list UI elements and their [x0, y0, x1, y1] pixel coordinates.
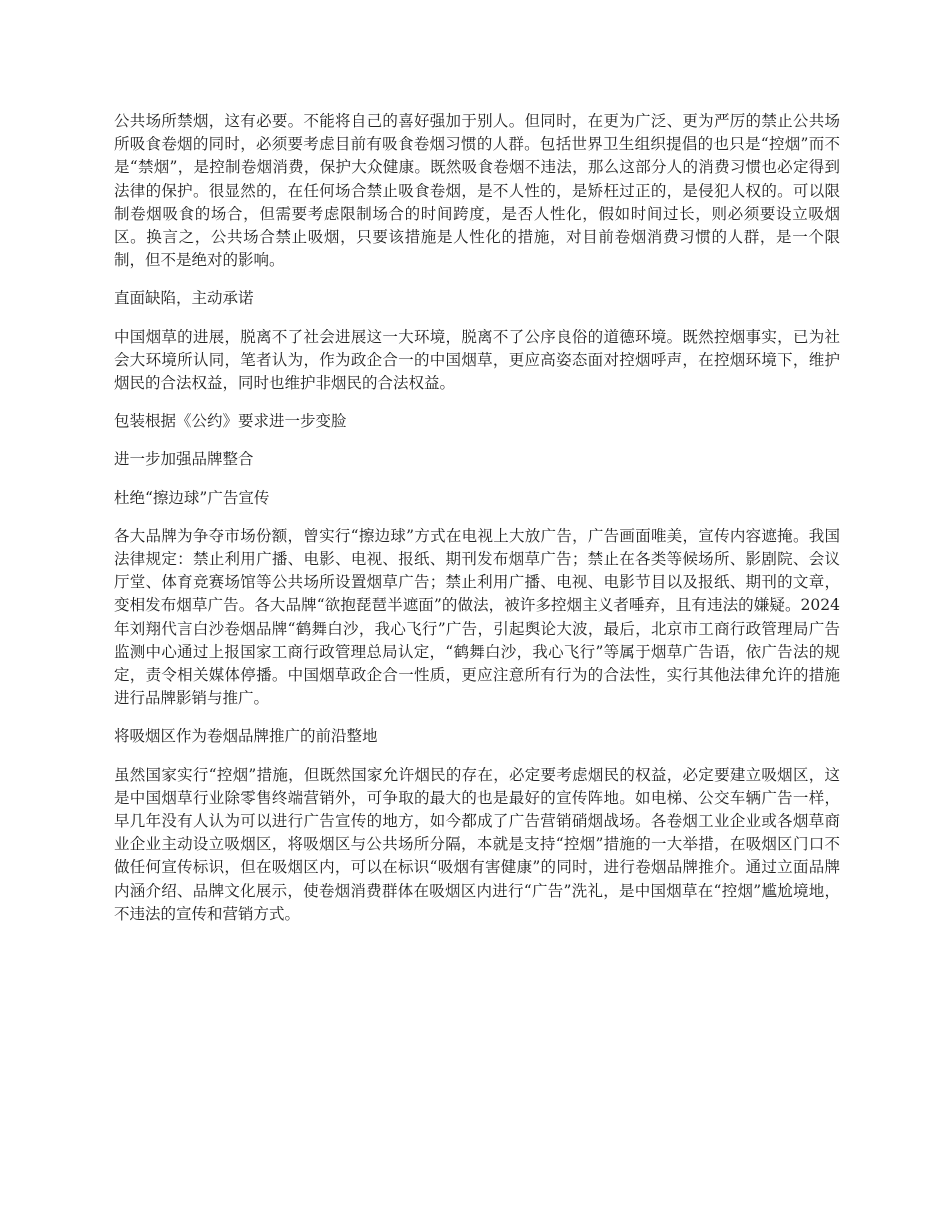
paragraph-smoking-area-promotion: 虽然国家实行“控烟”措施，但既然国家允许烟民的存在，必定要考虑烟民的权益，必定要建立吸烟区，这是中国烟草行业除零售终端营销外，可争取的最大的也是最好的宣传阵地。如电梯、公交车辆广告一样，早几年没有人认为可以进行广告宣传的地方，如今都成了广告营销硝烟战场。各卷烟工业企业或各烟草商业企业主动设立吸烟区，将吸烟区与公共场所分隔，本就是支持“控烟”措施的一大举措，在吸烟区门口不做任何宣传标识，但在吸烟区内，可以在标识“吸烟有害健康”的同时，进行卷烟品牌推介。通过立面品牌内涵介绍、品牌文化展示，使卷烟消费群体在吸烟区内进行“广告”洗礼，是中国烟草在“控烟”尴尬境地，不违法的宣传和营销方式。: [114, 765, 840, 923]
section-heading-brand-integration: 进一步加强品牌整合: [114, 450, 254, 469]
section-heading-smoking-area: 将吸烟区作为卷烟品牌推广的前沿整地: [114, 727, 378, 746]
document-body: [114, 110, 840, 941]
section-heading-edge-ads: 杜绝“擦边球”广告宣传: [114, 488, 270, 507]
section-heading-packaging: 包装根据《公约》要求进一步变脸: [114, 412, 347, 431]
paragraph-tobacco-development: 中国烟草的进展，脱离不了社会进展这一大环境，脱离不了公序良俗的道德环境。既然控烟事实，已为社会大环境所认同，笔者认为，作为政企合一的中国烟草，更应高姿态面对控烟呼声，在控烟环境下，维护烟民的合法权益，同时也维护非烟民的合法权益。: [114, 327, 840, 393]
paragraph-public-smoking-ban: 公共场所禁烟，这有必要。不能将自己的喜好强加于别人。但同时，在更为广泛、更为严厉的禁止公共场所吸食卷烟的同时，必须要考虑目前有吸食卷烟习惯的人群。包括世界卫生组织提倡的也只是“控烟”而不是“禁烟”，是控制卷烟消费，保护大众健康。既然吸食卷烟不违法，那么这部分人的消费习惯也必定得到法律的保护。很显然的，在任何场合禁止吸食卷烟，是不人性的，是矫枉过正的，是侵犯人权的。可以限制卷烟吸食的场合，但需要考虑限制场合的时间跨度，是否人性化，假如时间过长，则必须要设立吸烟区。换言之，公共场合禁止吸烟，只要该措施是人性化的措施，对目前卷烟消费习惯的人群，是一个限制，但不是绝对的影响。: [114, 112, 840, 270]
section-heading-face-defects: 直面缺陷，主动承诺: [114, 289, 254, 308]
paragraph-brand-advertising: 各大品牌为争夺市场份额，曾实行“擦边球”方式在电视上大放广告，广告画面唯美，宣传内容遮掩。我国法律规定：禁止利用广播、电影、电视、报纸、期刊发布烟草广告；禁止在各类等候场所、影剧院、会议厅堂、体育竞赛场馆等公共场所设置烟草广告；禁止利用广播、电视、电影节目以及报纸、期刊的文章，变相发布烟草广告。各大品牌“欲抱琵琶半遮面”的做法，被许多控烟主义者唾弃，且有违法的嫌疑。2024年刘翔代言白沙卷烟品牌“鹤舞白沙，我心飞行”广告，引起舆论大波，最后，北京市工商行政管理局广告监测中心通过上报国家工商行政管理总局认定，“鹤舞白沙，我心飞行”等属于烟草广告语，依广告法的规定，责令相关媒体停播。中国烟草政企合一性质，更应注意所有行为的合法性，实行其他法律允许的措施进行品牌影销与推广。: [114, 526, 840, 708]
